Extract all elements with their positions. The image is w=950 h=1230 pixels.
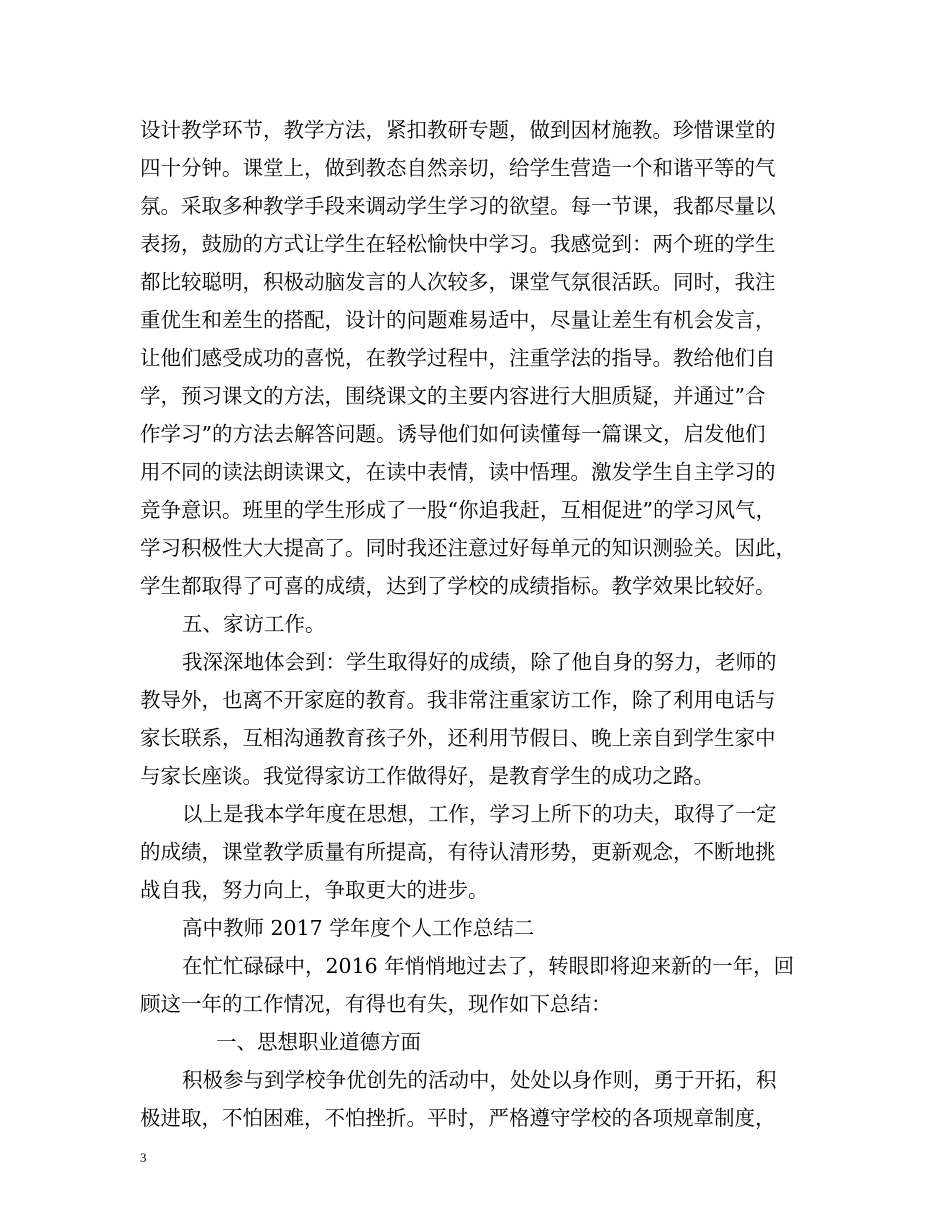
paragraph-line: 让他们感受成功的喜悦，在教学过程中，注重学法的指导。教给他们自 [140,346,776,370]
paragraph-line: 都比较聪明，积极动脑发言的人次较多，课堂气氛很活跃。同时，我注 [140,270,776,294]
paragraph-line: 竞争意识。班里的学生形成了一股“你追我赶，互相促进”的学习风气， [140,498,776,522]
paragraph-line: 积极参与到学校争优创先的活动中，处处以身作则，勇于开拓，积 [182,1068,777,1092]
paragraph-line: 学生都取得了可喜的成绩，达到了学校的成绩指标。教学效果比较好。 [140,574,776,598]
paragraph-line: 重优生和差生的搭配，设计的问题难易适中，尽量让差生有机会发言， [140,308,776,332]
paragraph-line: 作学习”的方法去解答问题。诱导他们如何读懂每一篇课文，启发他们 [140,422,766,446]
section-heading: 五、家访工作。 [182,612,326,636]
paragraph-line: 顾这一年的工作情况，有得也有失，现作如下总结： [140,992,612,1016]
paragraph-line: 与家长座谈。我觉得家访工作做得好，是教育学生的成功之路。 [140,764,714,788]
page-number: 3 [140,1150,147,1165]
paragraph-line: 用不同的读法朗读课文，在读中表情，读中悟理。激发学生自主学习的 [140,460,776,484]
document-subtitle: 高中教师 2017 学年度个人工作总结二 [182,916,535,940]
paragraph-line: 我深深地体会到：学生取得好的成绩，除了他自身的努力，老师的 [182,650,777,674]
paragraph-line: 教导外，也离不开家庭的教育。我非常注重家访工作，除了利用电话与 [140,688,776,712]
paragraph-line: 在忙忙碌碌中，2016 年悄悄地过去了，转眼即将迎来新的一年，回 [182,954,795,978]
paragraph-line: 学习积极性大大提高了。同时我还注意过好每单元的知识测验关。因此， [140,536,796,560]
paragraph-line: 学，预习课文的方法，围绕课文的主要内容进行大胆质疑，并通过”合 [140,384,766,408]
paragraph-line: 设计教学环节，教学方法，紧扣教研专题，做到因材施教。珍惜课堂的 [140,118,776,142]
paragraph-line: 极进取，不怕困难，不怕挫折。平时，严格遵守学校的各项规章制度， [140,1106,776,1130]
paragraph-line: 的成绩，课堂教学质量有所提高，有待认清形势，更新观念，不断地挑 [140,840,776,864]
paragraph-line: 战自我，努力向上，争取更大的进步。 [140,878,489,902]
paragraph-line: 氛。采取多种教学手段来调动学生学习的欲望。每一节课，我都尽量以 [140,194,776,218]
paragraph-line: 四十分钟。课堂上，做到教态自然亲切，给学生营造一个和谐平等的气 [140,156,776,180]
paragraph-line: 表扬，鼓励的方式让学生在轻松愉快中学习。我感觉到：两个班的学生 [140,232,776,256]
paragraph-line: 家长联系，互相沟通教育孩子外，还利用节假日、晚上亲自到学生家中 [140,726,776,750]
paragraph-line: 以上是我本学年度在思想，工作，学习上所下的功夫，取得了一定 [182,802,777,826]
section-heading: 一、思想职业道德方面 [216,1030,421,1054]
